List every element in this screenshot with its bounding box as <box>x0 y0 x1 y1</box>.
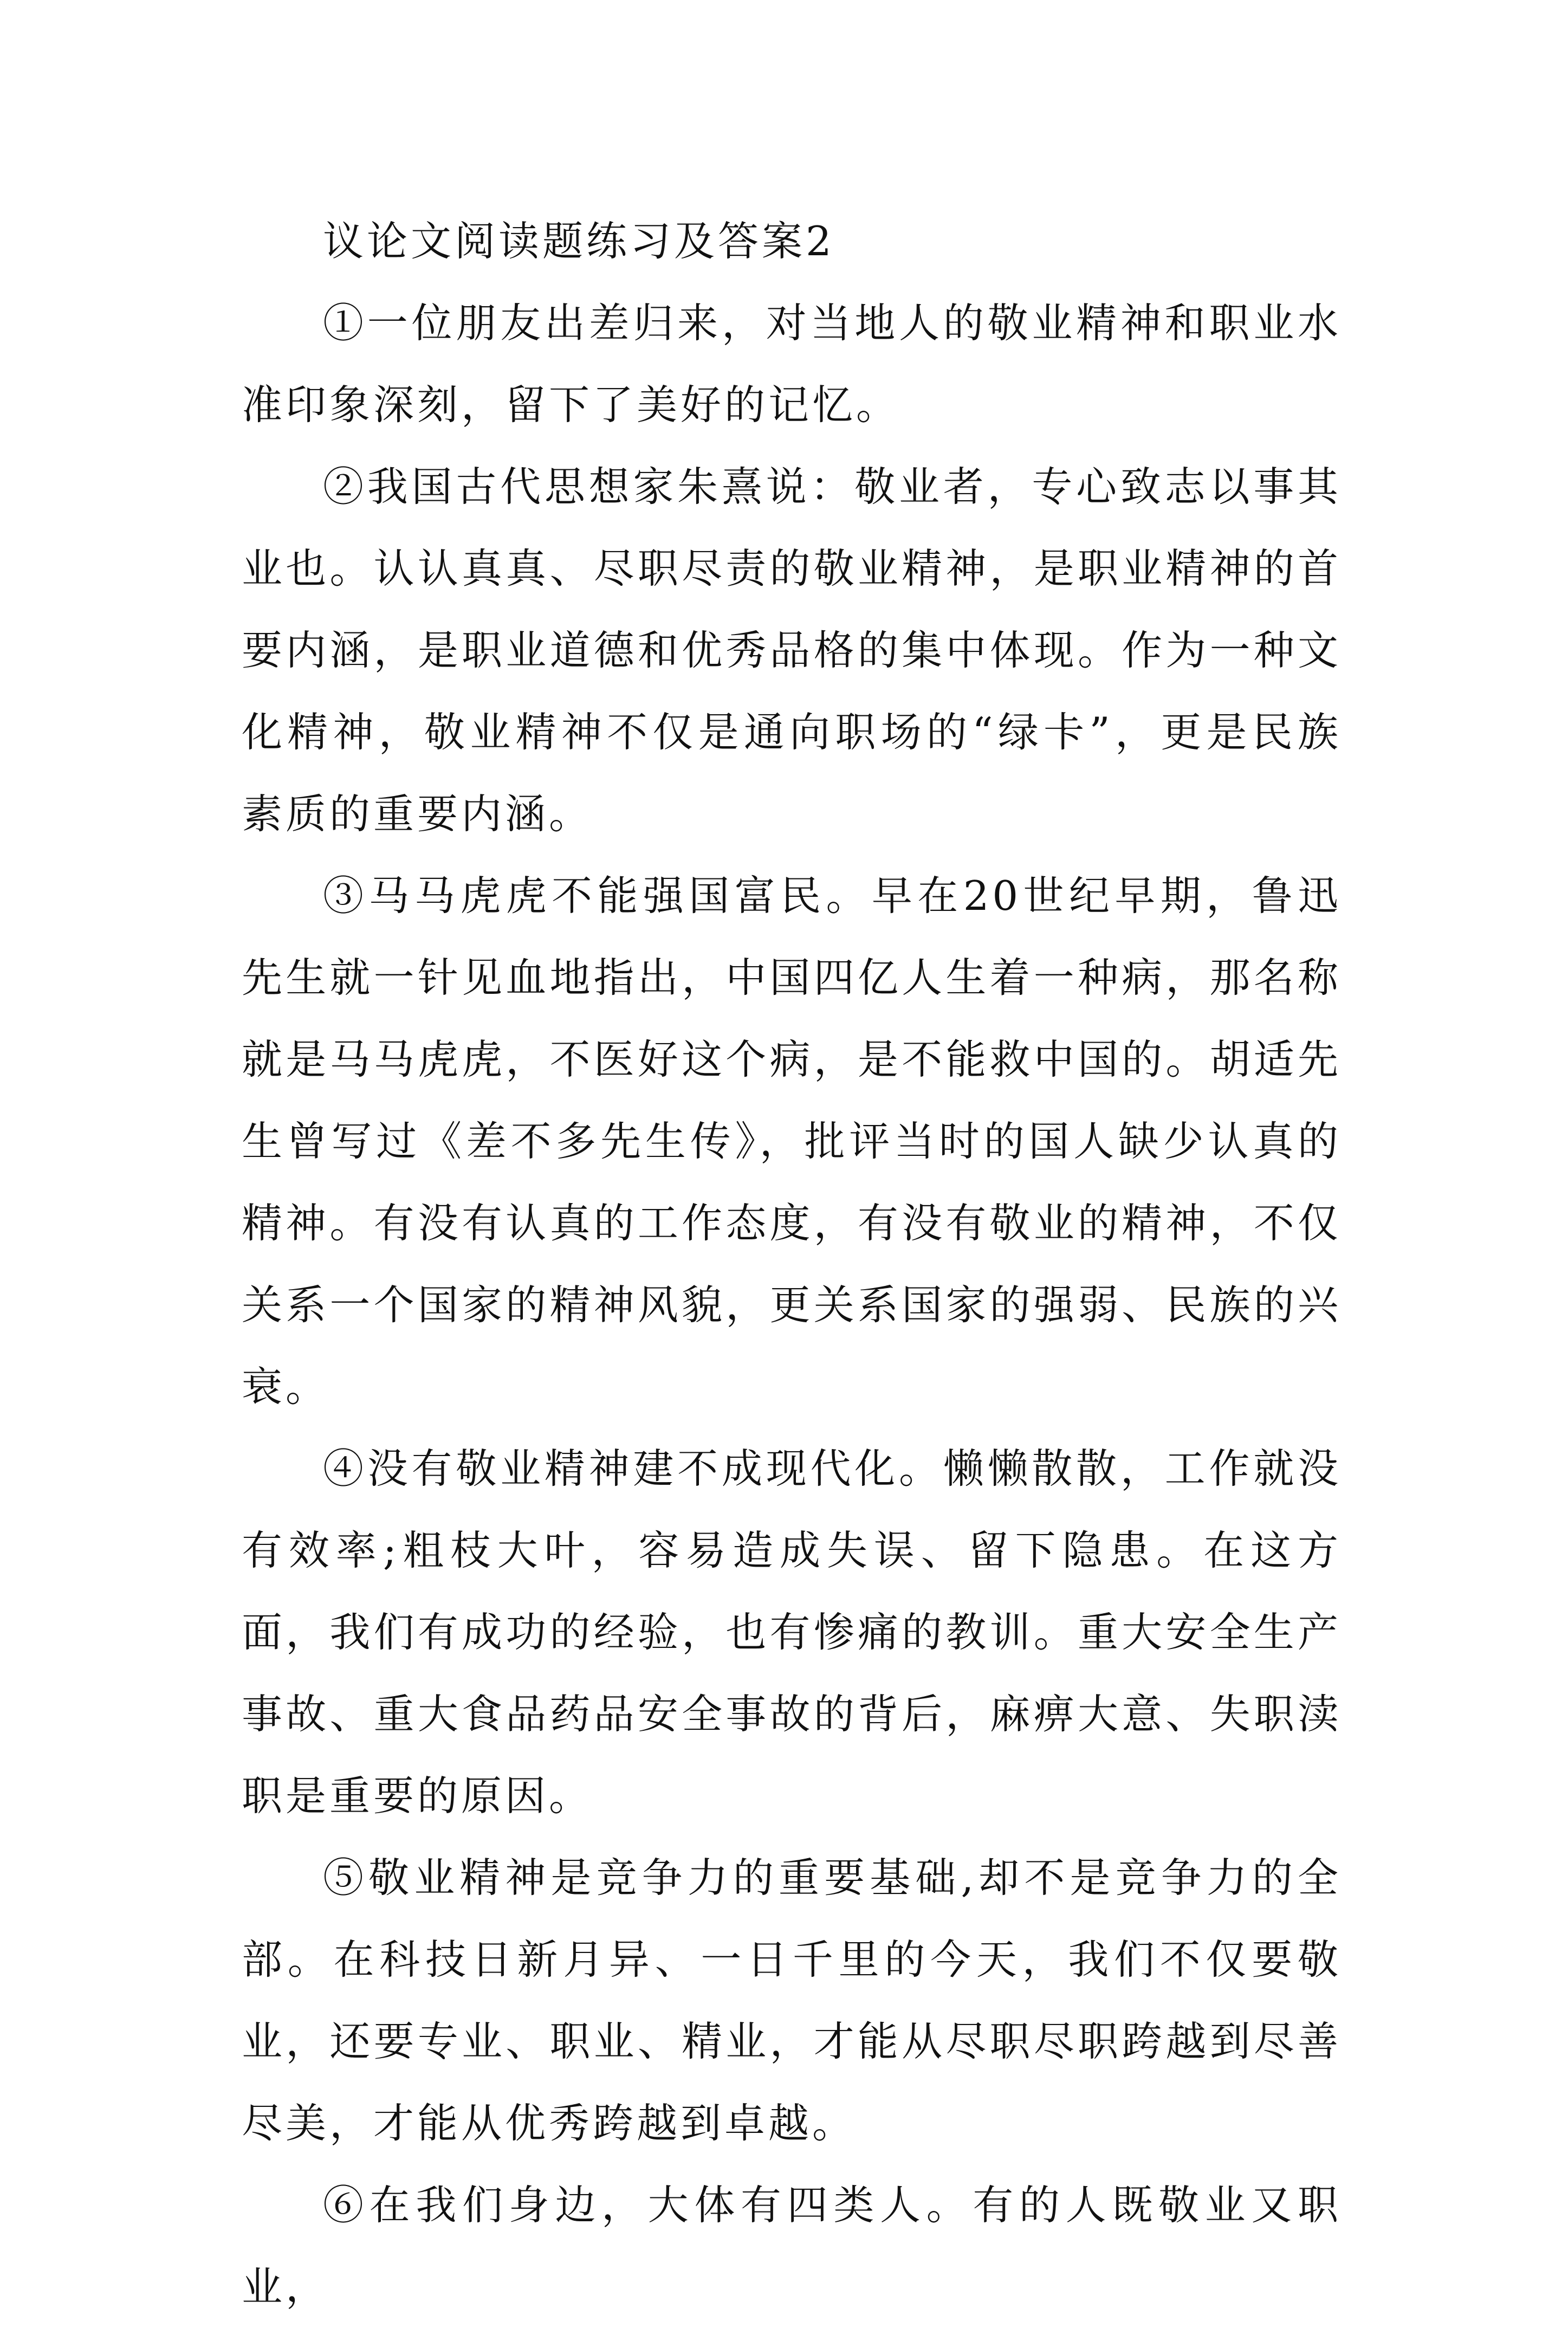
paragraph-3: ③马马虎虎不能强国富民。早在20世纪早期，鲁迅先生就一针见血地指出，中国四亿人生着一种病，那名称就是马马虎虎，不医好这个病，是不能救中国的。胡适先生曾写过《差不多先生传》，批评当时的国人缺少认真的精神。有没有认真的工作态度，有没有敬业的精神，不仅关系一个国家的精神风貌，更关系国家的强弱、民族的兴衰。 <box>242 872 1342 1411</box>
document-body <box>242 201 1342 2328</box>
document-title: 议论文阅读题练习及答案2 <box>323 217 835 265</box>
paragraph-1: ①一位朋友出差归来，对当地人的敬业精神和职业水准印象深刻，留下了美好的记忆。 <box>242 299 1342 429</box>
paragraph-4: ④没有敬业精神建不成现代化。懒懒散散，工作就没有效率;粗枝大叶，容易造成失误、留下隐患。在这方面，我们有成功的经验，也有惨痛的教训。重大安全生产事故、重大食品药品安全事故的背后，麻痹大意、失职渎职是重要的原因。 <box>242 1445 1342 1820</box>
paragraph-5: ⑤敬业精神是竞争力的重要基础,却不是竞争力的全部。在科技日新月异、一日千里的今天，我们不仅要敬业，还要专业、职业、精业，才能从尽职尽职跨越到尽善尽美，才能从优秀跨越到卓越。 <box>242 1854 1342 2147</box>
paragraph-6: ⑥在我们身边，大体有四类人。有的人既敬业又职业， <box>242 2181 1342 2311</box>
paragraph-2: ②我国古代思想家朱熹说：敬业者，专心致志以事其业也。认认真真、尽职尽责的敬业精神，是职业精神的首要内涵，是职业道德和优秀品格的集中体现。作为一种文化精神，敬业精神不仅是通向职场的“绿卡”，更是民族素质的重要内涵。 <box>242 463 1342 838</box>
